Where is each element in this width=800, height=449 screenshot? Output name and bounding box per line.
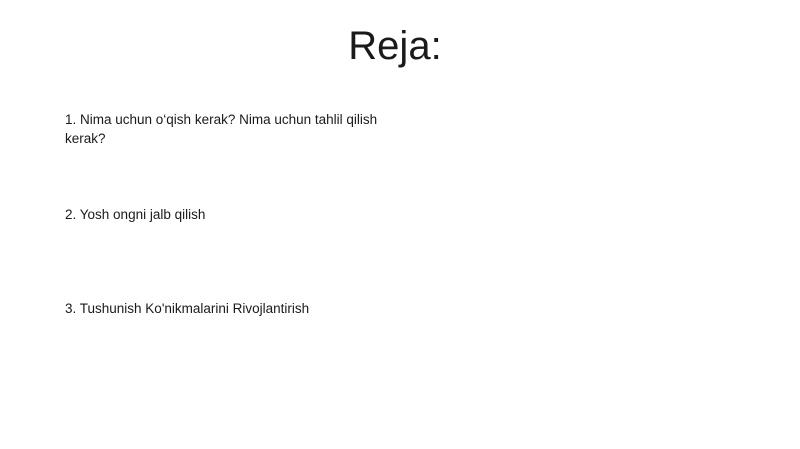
agenda-item-2: 2. Yosh ongni jalb qilish <box>65 207 206 222</box>
slide-title: Reja: <box>348 24 442 68</box>
agenda-item-3: 3. Tushunish Ko'nikmalarini Rivojlantirish <box>65 301 310 316</box>
agenda-item-1: 1. Nima uchun o‘qish kerak? Nima uchun tahlil qilish kerak? <box>65 112 378 146</box>
